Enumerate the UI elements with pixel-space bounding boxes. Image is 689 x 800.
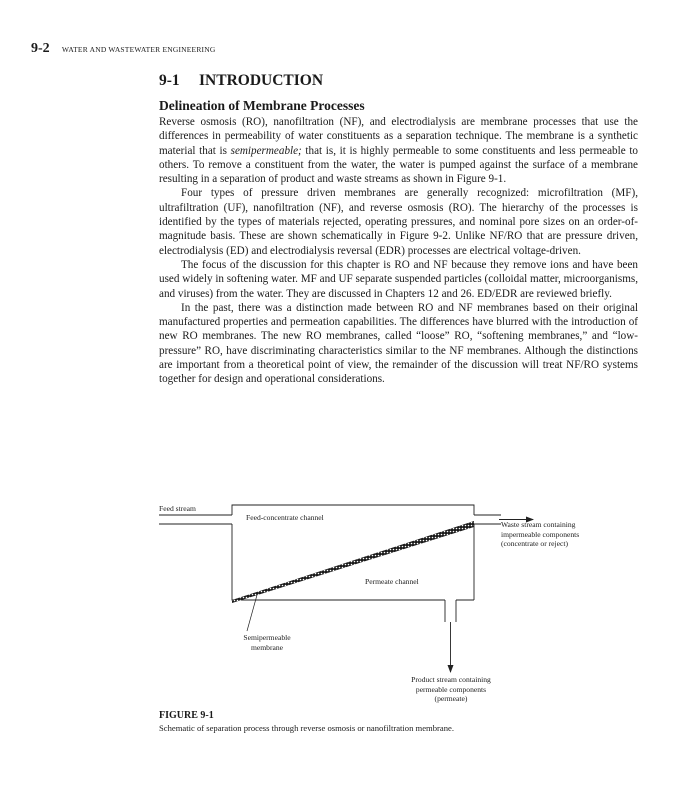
paragraph-1: Reverse osmosis (RO), nanofiltration (NF), and electrodialysis are membrane processes that use the differences in permeability of water constituents as a separation technique. The membrane is a synthetic material that is semipermeable; that is, it is highly permeable to some constituents and less permeable to others. To remove a constituent from the water, the water is pumped against the surface of a membrane resulting in a separation of product and waste streams as shown in Figure 9-1. <box>159 116 638 186</box>
feed-stream-label: Feed stream <box>159 504 196 513</box>
section-number: 9-1 <box>159 72 180 89</box>
waste-stream-label: Waste stream containing impermeable components (concentrate or reject) <box>501 520 580 548</box>
book-title: WATER AND WASTEWATER ENGINEERING <box>61 45 216 54</box>
body-text <box>159 115 638 387</box>
vessel-left-bottom <box>232 524 445 600</box>
subsection-heading: Delineation of Membrane Processes <box>159 98 365 113</box>
caption-text: Schematic of separation process through reverse osmosis or nanofiltration membrane. <box>159 723 454 733</box>
running-head <box>31 40 215 57</box>
feed-concentrate-channel-label: Feed-concentrate channel <box>246 513 324 522</box>
figure-9-1 <box>155 500 580 715</box>
product-stream-label: Product stream containing permeable components (permeate) <box>411 675 491 703</box>
paragraph-3: The focus of the discussion for this chapter is RO and NF because they remove ions and have been used widely in softening water. MF and UF separate suspended particles (colloidal matter, microorganisms, and viruses) from the water. They are discussed in Chapters 12 and 26. ED/EDR are reviewed briefly. <box>159 258 638 300</box>
permeate-channel-label: Permeate channel <box>365 577 419 586</box>
membrane-label: Semipermeable membrane <box>243 633 291 652</box>
emphasis-semipermeable: semipermeable; <box>230 144 302 157</box>
section-heading <box>159 70 638 92</box>
paragraph-4: In the past, there was a distinction made between RO and NF membranes based on their original manufactured properties and permeation capabilities. The differences have blurred with the introduction of new RO membranes. The new RO membranes, called “loose” RO, “softening membranes,” and “low-pressure” RO, have discriminating characteristics similar to the NF membranes. Although the distinctions are important from a theoretical point of view, the remainder of the discussion will treat NF/RO systems together for design and operational considerations. <box>159 301 638 386</box>
main-content <box>159 70 638 387</box>
section-title: INTRODUCTION <box>199 72 324 89</box>
figure-caption <box>159 710 639 733</box>
caption-label: FIGURE 9-1 <box>159 710 214 721</box>
paragraph-2: Four types of pressure driven membranes are generally recognized: microfiltration (MF), ultrafiltration (UF), nanofiltration (NF), and reverse osmosis (RO). The hierarchy of the processes is identified by the types of materials rejected, operating pressures, and nominal pore sizes on an order-of-magnitude basis. These are shown schematically in Figure 9-2. Unlike NF/RO that are pressure driven, electrodialysis (ED) and electrodialysis reversal (EDR) processes are electrical voltage-driven. <box>159 187 638 257</box>
page-number: 9-2 <box>31 41 50 56</box>
